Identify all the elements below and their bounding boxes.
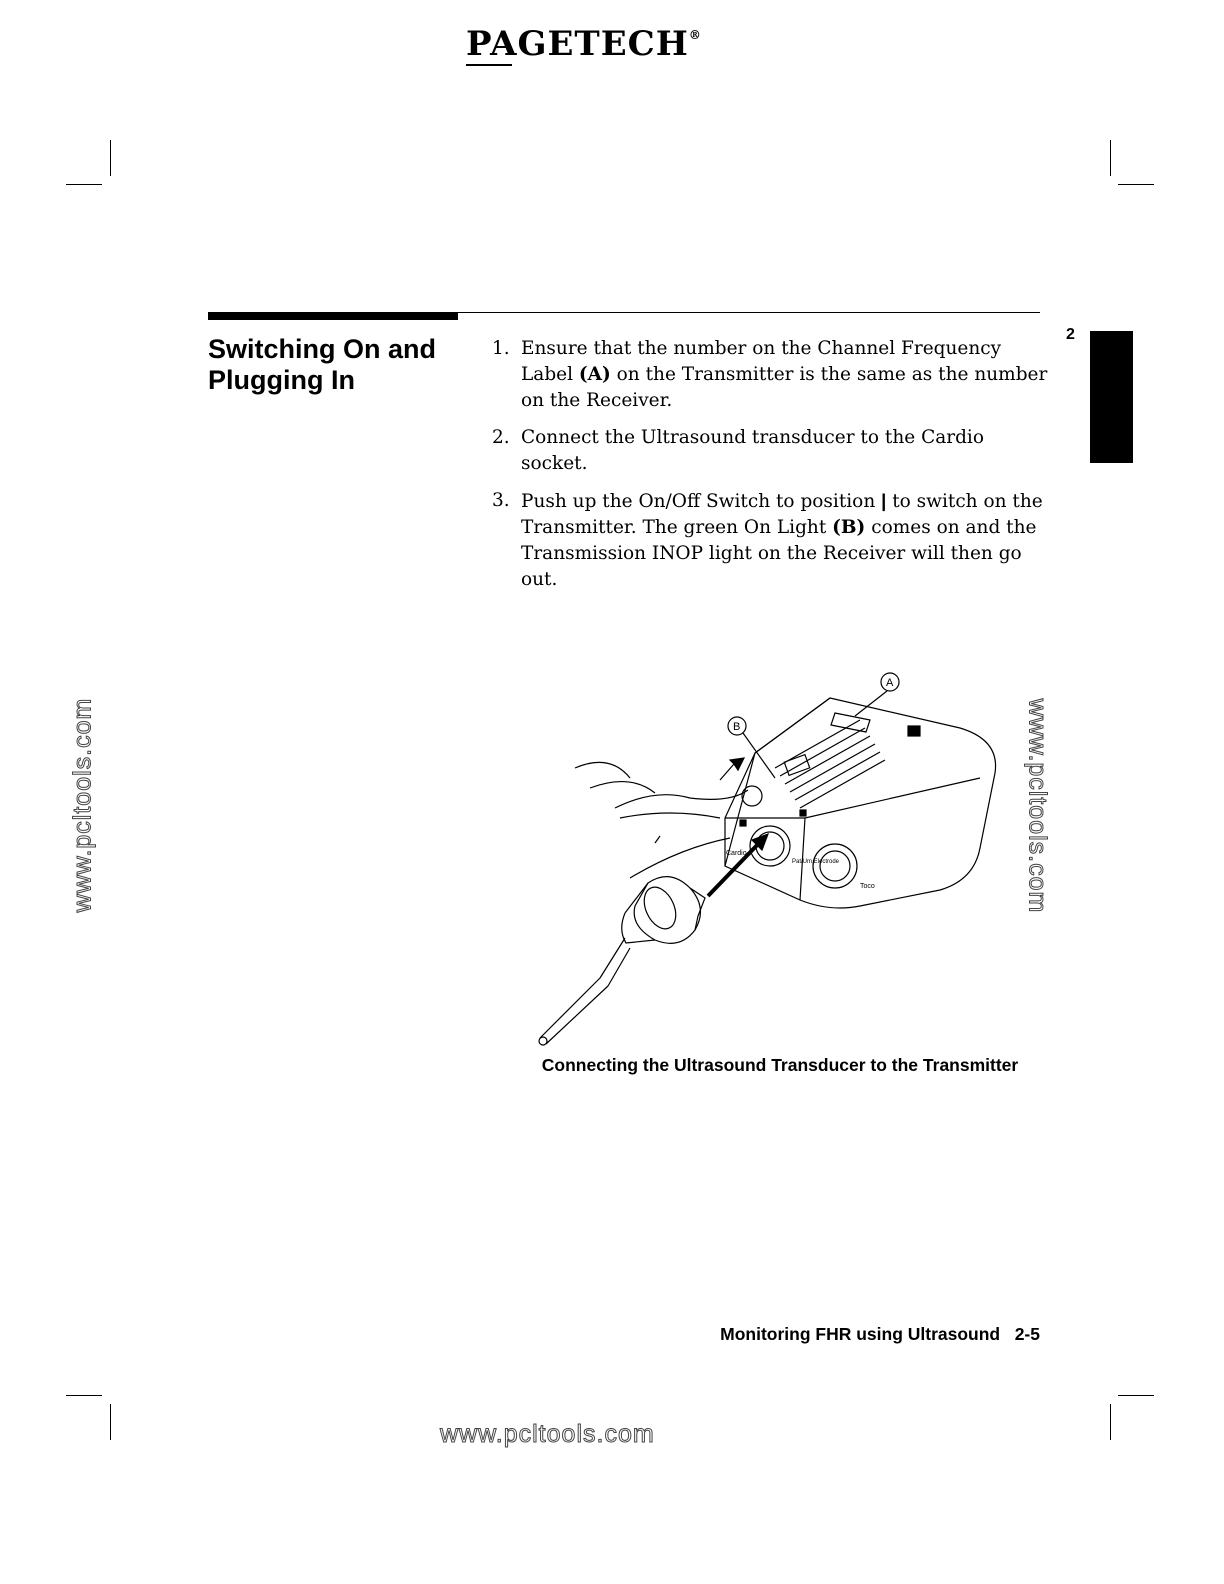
- chapter-number: 2: [1066, 326, 1075, 343]
- logo-text: PAGETECH: [466, 24, 689, 64]
- step-text: [521, 336, 1052, 414]
- step-item: [492, 425, 1052, 477]
- step-text-part: Ensure that the number on the Channel Frequency Label: [521, 338, 1002, 385]
- step-item: [492, 488, 1052, 593]
- callout-b-leader: [743, 733, 775, 778]
- pat-socket-label: Pat/Um Electrode: [792, 859, 840, 865]
- crop-mark-bottom-right-horizontal: [1118, 1395, 1154, 1396]
- logo-underline: [466, 64, 512, 66]
- step-number: 1.: [492, 338, 510, 359]
- toco-socket: [800, 810, 857, 888]
- figure-caption: Connecting the Ultrasound Transducer to the Transmitter: [541, 1055, 1019, 1075]
- callout-a-label: A: [886, 677, 894, 689]
- section-heading: [208, 334, 468, 396]
- crop-mark-bottom-left-horizontal: [66, 1395, 102, 1396]
- hand-illustration: [575, 762, 748, 878]
- page-footer: [600, 1324, 1040, 1345]
- step-text-part: to switch on the Transmitter. The green On Light: [521, 491, 1043, 538]
- crop-mark-bottom-left-vertical: [110, 1404, 111, 1440]
- crop-mark-top-right-vertical: [1110, 140, 1111, 176]
- callout-ref-a: (A): [578, 364, 611, 385]
- callout-b-label: B: [733, 721, 741, 733]
- transmitter-body: [725, 698, 996, 908]
- step-text-part: on the Transmitter is the same as the number on the Receiver.: [521, 364, 1048, 411]
- up-arrow-icon: [720, 758, 744, 780]
- step-number: 2.: [492, 427, 510, 448]
- callout-a-leader: [855, 691, 887, 716]
- registered-mark: ®: [688, 28, 702, 42]
- switch-position-symbol: |: [881, 490, 887, 511]
- crop-mark-top-left-vertical: [110, 140, 111, 176]
- callout-ref-b: (B): [832, 517, 866, 538]
- chapter-tab: [1090, 331, 1133, 463]
- heading-line-2: Plugging In: [208, 365, 355, 395]
- on-light: [742, 786, 762, 806]
- section-rule-thick: [208, 312, 458, 320]
- watermark-bottom: www.pcltools.com: [440, 1420, 655, 1448]
- step-text-part: Connect the Ultrasound transducer to the Cardio socket.: [521, 427, 984, 474]
- step-item: [492, 336, 1052, 414]
- crop-mark-bottom-right-vertical: [1110, 1404, 1111, 1440]
- step-text: [521, 488, 1052, 593]
- watermark-left: www.pcltools.com: [68, 697, 97, 913]
- crop-mark-top-left-horizontal: [66, 184, 102, 185]
- step-text: [521, 425, 1052, 477]
- cardio-socket-label: Cardio: [726, 850, 747, 857]
- ultrasound-transducer: [539, 877, 705, 1045]
- step-text-part: Push up the On/Off Switch to position: [521, 491, 882, 512]
- insert-arrow-icon: [708, 840, 762, 896]
- transmitter-illustration: [530, 668, 1010, 1048]
- section-rule-thin: [458, 312, 1040, 313]
- heading-line-1: Switching On and: [208, 334, 436, 364]
- step-number: 3.: [492, 490, 510, 511]
- watermark-right: www.pcltools.com: [1023, 698, 1052, 914]
- crop-mark-top-right-horizontal: [1118, 184, 1154, 185]
- instruction-steps: [492, 336, 1052, 604]
- toco-socket-label: Toco: [860, 883, 875, 890]
- footer-section-title: Monitoring FHR using Ultrasound: [720, 1324, 1001, 1344]
- step-text-part: comes on and the Transmission INOP light on the Receiver will then go out.: [521, 517, 1037, 590]
- pagetech-logo: [466, 24, 702, 70]
- footer-page-number: 2-5: [1014, 1324, 1040, 1344]
